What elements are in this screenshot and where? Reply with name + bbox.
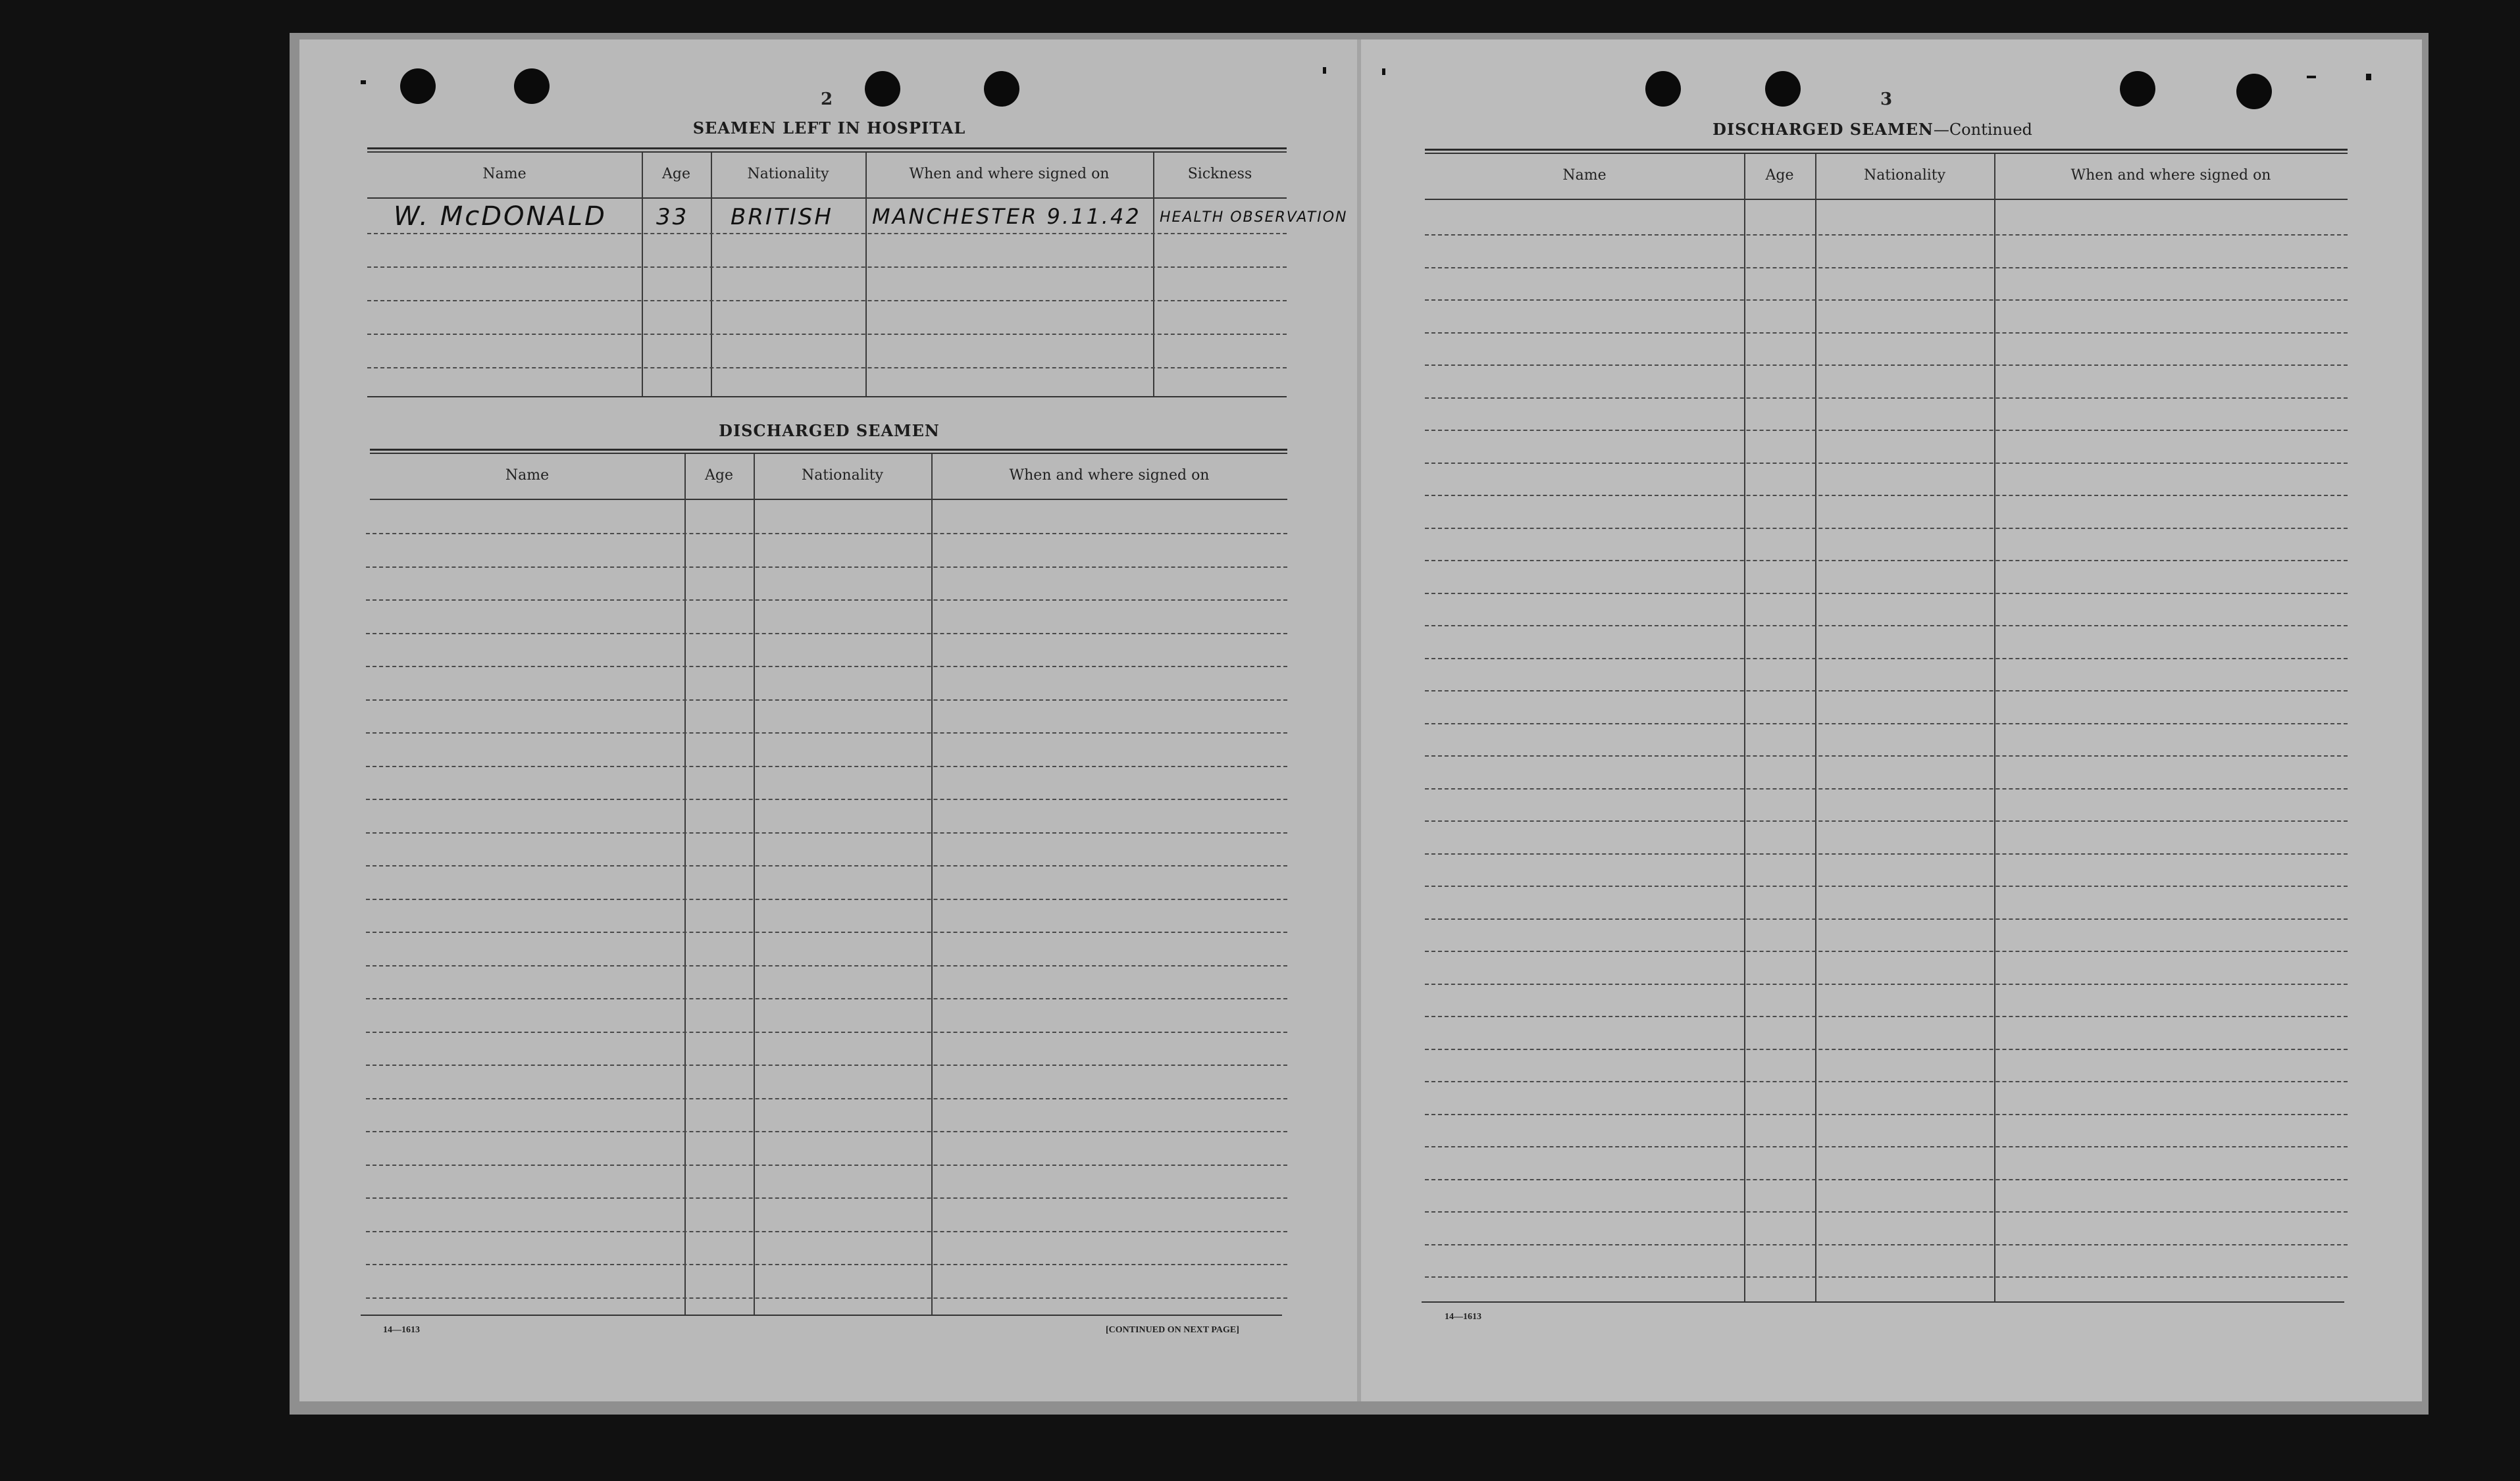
hospital-section-title: SEAMEN LEFT IN HOSPITAL (692, 118, 966, 138)
column-header-age: Age (1765, 167, 1794, 184)
ruled-line (367, 334, 1287, 335)
right-page (1359, 39, 2422, 1401)
column-divider (931, 454, 933, 1316)
page-fold (1357, 39, 1361, 1401)
ruled-line (366, 1098, 1287, 1099)
handwritten-signed-on: MANCHESTER 9.11.42 (872, 204, 1141, 229)
table-bottom-rule (1422, 1301, 2344, 1303)
punch-hole (984, 71, 1019, 107)
punch-hole (400, 68, 436, 104)
ruled-line (1425, 1081, 2348, 1082)
ruled-line (366, 799, 1287, 800)
ruled-line (1425, 593, 2348, 594)
column-header-nationality: Nationality (747, 166, 829, 182)
ruled-line (366, 1197, 1287, 1199)
column-divider (1815, 154, 1816, 1302)
ruled-line (366, 533, 1287, 534)
ruled-line (367, 233, 1287, 234)
ruled-line (366, 666, 1287, 667)
handwritten-nationality: BRITISH (731, 204, 833, 230)
table-bottom-rule (361, 1315, 1282, 1316)
ruled-line (1425, 364, 2348, 366)
column-header-age: Age (705, 467, 733, 484)
ruled-line (1425, 984, 2348, 985)
table-top-rule (1425, 149, 2348, 151)
ruled-line (1425, 332, 2348, 334)
column-header-nationality: Nationality (1863, 167, 1946, 184)
ruled-line (367, 300, 1287, 301)
handwritten-sickness: HEALTH OBSERVATION (1160, 209, 1348, 226)
column-divider (1994, 154, 1995, 1302)
punch-hole (865, 71, 900, 107)
discharged-section-title: DISCHARGED SEAMEN (719, 421, 940, 440)
scan-speck (1323, 67, 1326, 74)
table-top-rule (367, 147, 1287, 149)
table-top-rule (367, 151, 1287, 153)
form-number: 14—1613 (383, 1325, 420, 1335)
ruled-line (366, 865, 1287, 866)
title-suffix: —Continued (1933, 120, 2032, 139)
ruled-line (366, 732, 1287, 734)
column-header-name: Name (482, 166, 527, 182)
punch-hole (1765, 71, 1801, 107)
ruled-line (366, 899, 1287, 900)
ruled-line (366, 1032, 1287, 1033)
handwritten-age: 33 (656, 204, 689, 230)
handwritten-name: W. McDONALD (394, 201, 607, 232)
punch-hole (514, 68, 550, 104)
ruled-line (366, 1131, 1287, 1132)
ruled-line (366, 1231, 1287, 1232)
ruled-line (366, 1264, 1287, 1265)
scan-speck (2366, 74, 2371, 80)
column-header-name: Name (1562, 167, 1607, 184)
ruled-line (1425, 886, 2348, 887)
scan-speck (1382, 68, 1385, 75)
title-main: DISCHARGED SEAMEN (1712, 120, 1934, 139)
page-number: 2 (821, 89, 833, 109)
ruled-line (1425, 463, 2348, 464)
ruled-line (1425, 1179, 2348, 1180)
ruled-line (1425, 1244, 2348, 1245)
ruled-line (1425, 918, 2348, 920)
column-divider (1744, 154, 1745, 1302)
ruled-line (1425, 267, 2348, 268)
ruled-line (1425, 788, 2348, 790)
ruled-line (366, 566, 1287, 568)
column-divider (754, 454, 755, 1316)
scan-speck (2307, 76, 2316, 78)
header-bottom-rule (370, 499, 1287, 500)
ruled-line (366, 633, 1287, 634)
ruled-line (1425, 658, 2348, 659)
ruled-line (1425, 853, 2348, 855)
ruled-line (1425, 1049, 2348, 1050)
column-divider (865, 153, 867, 397)
ruled-line (1425, 234, 2348, 236)
ruled-line (1425, 495, 2348, 496)
ruled-line (366, 599, 1287, 601)
column-header-sickness: Sickness (1187, 166, 1252, 182)
column-divider (684, 454, 686, 1316)
header-bottom-rule (367, 197, 1287, 199)
page-number: 3 (1880, 89, 1893, 109)
ruled-line (1425, 625, 2348, 626)
ruled-line (366, 1297, 1287, 1299)
ruled-line (1425, 951, 2348, 952)
ruled-line (1425, 430, 2348, 431)
ruled-line (1425, 299, 2348, 301)
column-divider (711, 153, 712, 397)
ruled-line (367, 266, 1287, 268)
ruled-line (366, 932, 1287, 933)
ruled-line (366, 699, 1287, 701)
ruled-line (1425, 397, 2348, 399)
ruled-line (366, 832, 1287, 834)
punch-hole (2120, 71, 2155, 107)
ruled-line (1425, 755, 2348, 757)
column-header-signed-on: When and where signed on (2070, 167, 2271, 184)
column-divider (642, 153, 643, 397)
ruled-line (366, 1065, 1287, 1066)
ruled-line (1425, 1146, 2348, 1147)
column-header-name: Name (505, 467, 550, 484)
ruled-line (367, 367, 1287, 368)
ruled-line (1425, 528, 2348, 529)
column-header-age: Age (662, 166, 690, 182)
ruled-line (1425, 560, 2348, 561)
scan-speck (361, 80, 366, 84)
column-header-signed-on: When and where signed on (1009, 467, 1210, 484)
ruled-line (1425, 1276, 2348, 1278)
discharged-continued-title (1428, 120, 2317, 139)
ruled-line (366, 965, 1287, 966)
form-number: 14—1613 (1445, 1312, 1481, 1322)
ruled-line (1425, 1114, 2348, 1115)
ruled-line (366, 1165, 1287, 1166)
table-top-rule (370, 453, 1287, 454)
ruled-line (1425, 723, 2348, 724)
header-bottom-rule (1425, 199, 2348, 200)
column-divider (1153, 153, 1154, 397)
table-top-rule (1425, 153, 2348, 154)
table-top-rule (370, 449, 1287, 451)
ruled-line (1425, 1016, 2348, 1017)
column-header-signed-on: When and where signed on (909, 166, 1110, 182)
ruled-line (1425, 820, 2348, 822)
ruled-line (1425, 690, 2348, 691)
punch-hole (1645, 71, 1681, 107)
table-bottom-rule (367, 396, 1287, 397)
continued-note: [CONTINUED ON NEXT PAGE] (1106, 1325, 1239, 1335)
punch-hole (2236, 74, 2272, 109)
ruled-line (366, 766, 1287, 767)
ruled-line (366, 998, 1287, 999)
ruled-line (1425, 1211, 2348, 1213)
column-header-nationality: Nationality (801, 467, 884, 484)
